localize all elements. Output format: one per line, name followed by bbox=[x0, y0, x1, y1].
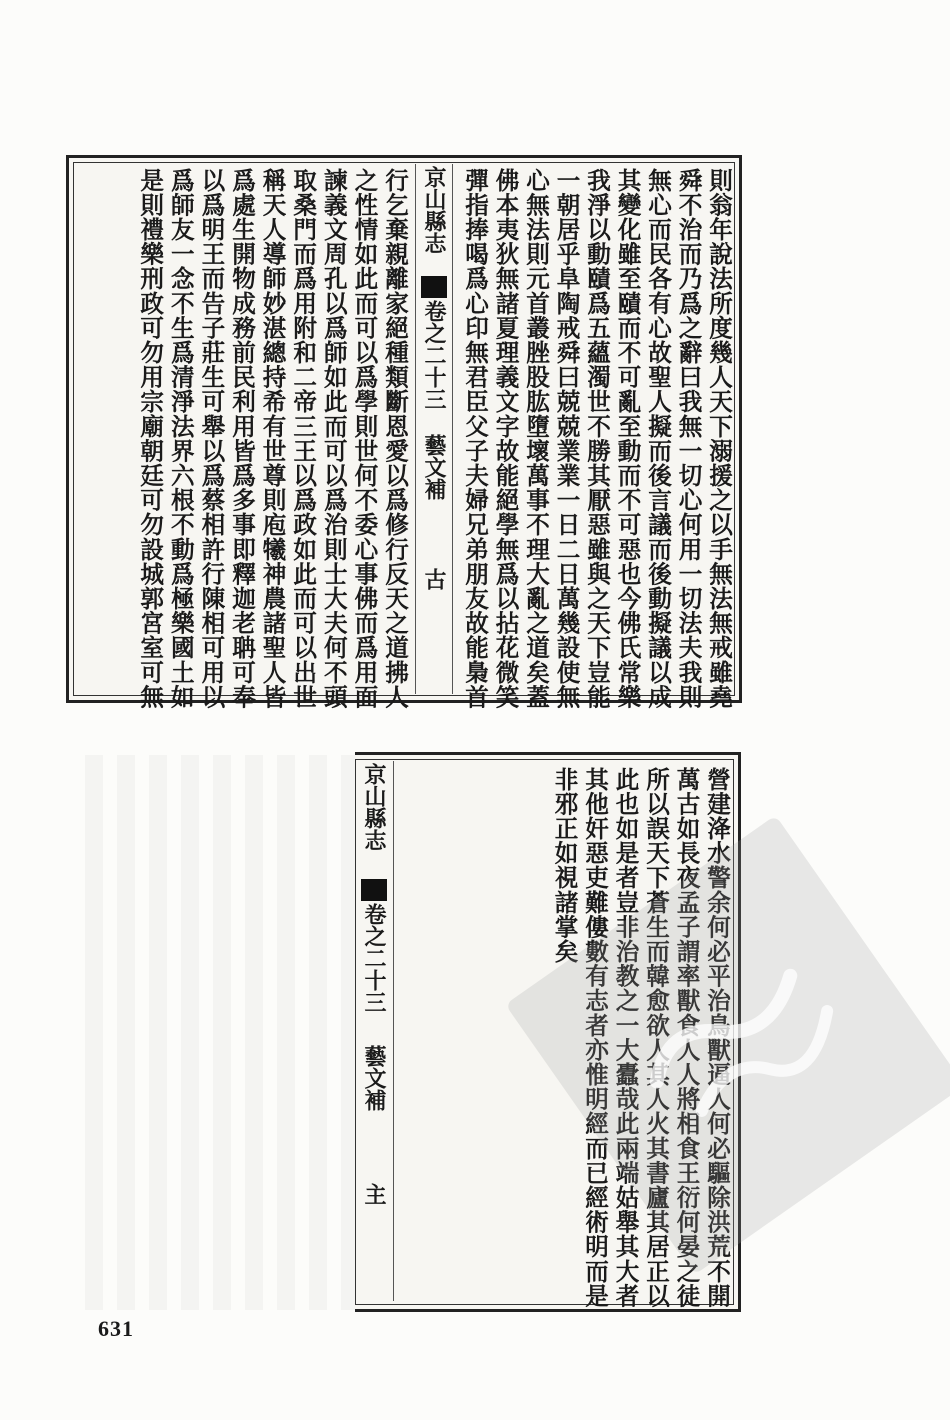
text-column: 是則禮樂刑政可勿用宗廟朝廷可勿設城郭宮室可無 bbox=[136, 168, 165, 710]
bottom-spine-section: 藝文補 bbox=[361, 1045, 387, 1111]
text-column: 萬古如長夜孟子謂率獸食人人將相食王衍何晏之徒 bbox=[672, 767, 701, 1309]
top-spine-volume: 卷之二十三 bbox=[421, 300, 447, 410]
text-column: 爲處生開物成務前民利用皆爲多事即釋迦老聃可奉 bbox=[228, 168, 256, 710]
text-column: 此也如是者豈非治教之一大蠹哉此兩端姑舉其大者 bbox=[611, 767, 640, 1309]
text-column: 之性情如此而可以爲學則世何不委心事佛而爲用面 bbox=[350, 168, 379, 710]
text-column: 諫義文周孔以爲師如此而可以爲治則士大夫何不頭 bbox=[319, 168, 348, 710]
bottom-spine-volume: 卷之二十三 bbox=[361, 903, 387, 1013]
text-column: 心無法則元首叢脞股肱墮壞萬事不理大亂之道矣蓋 bbox=[522, 168, 550, 710]
text-column: 稱天人導師妙湛總持希有世尊則庖犧神農諸聖人皆 bbox=[258, 168, 287, 710]
page-number: 631 bbox=[98, 1316, 134, 1341]
text-column: 行乞棄親離家絕種類斷恩愛以爲修行反天之道拂人 bbox=[381, 168, 409, 710]
text-column: 所以誤天下蒼生而韓愈欲人其人火其書廬其居正以 bbox=[642, 767, 670, 1309]
text-column: 營建洚水警余何必平治鳥獸逼人何必驅除洪荒不開 bbox=[703, 767, 731, 1309]
spine-left-rule bbox=[415, 164, 416, 694]
text-column: 其變化雖至賾而不可亂至動而不可惡也今佛氏常樂 bbox=[613, 168, 642, 710]
text-column: 一朝居乎阜陶戒舜曰兢兢業業一日二日萬幾設使無 bbox=[552, 168, 581, 710]
top-page-frame bbox=[66, 155, 742, 710]
bleed-through-shadow bbox=[85, 755, 355, 1310]
top-spine-folio: 古 bbox=[421, 568, 447, 590]
bottom-spine-rule bbox=[393, 761, 394, 1301]
text-column: 其他奸惡吏難僂數有志者亦惟明經而已經術明而是 bbox=[581, 767, 609, 1309]
text-column: 非邪正如視諸掌矣 bbox=[550, 767, 579, 964]
top-spine-section: 藝文補 bbox=[421, 434, 447, 500]
text-column: 無心而民各有心故聖人擬而後言議而後動擬議以成 bbox=[644, 168, 672, 710]
text-column: 以爲明王而告子莊生可舉以爲蔡相許行陳相可用以 bbox=[197, 168, 226, 710]
spine-right-rule bbox=[452, 164, 453, 694]
text-column: 爲師友一念不生爲清淨法界六根不動爲極樂國土如 bbox=[166, 168, 195, 710]
text-column: 佛本夷狄無諸夏理義文字故能絕學無爲以拈花微笑 bbox=[491, 168, 520, 710]
watermark-glyph-icon bbox=[606, 923, 864, 1166]
text-column: 則翁年說法所度幾人天下溺援之以手無法無戒雖堯 bbox=[705, 168, 733, 710]
top-fish-tail-mark bbox=[421, 276, 447, 298]
bottom-fish-tail-mark bbox=[361, 879, 387, 901]
bottom-spine-folio: 主 bbox=[361, 1183, 387, 1205]
bottom-spine-title: 京山縣志 bbox=[361, 763, 387, 851]
text-column: 舜不治而乃爲之辭曰我無一切心何用一切法夫我則 bbox=[674, 168, 703, 710]
text-column: 彈指捧喝爲心印無君臣父子夫婦兄弟朋友故能梟首 bbox=[461, 168, 489, 710]
text-column: 取桑門而爲用附和二帝三王以爲政如此而可以出世 bbox=[289, 168, 318, 710]
top-spine-title: 京山縣志 bbox=[421, 166, 447, 254]
text-column: 我淨以動賾爲五蘊濁世不勝其厭惡雖與之天下豈能 bbox=[583, 168, 611, 710]
